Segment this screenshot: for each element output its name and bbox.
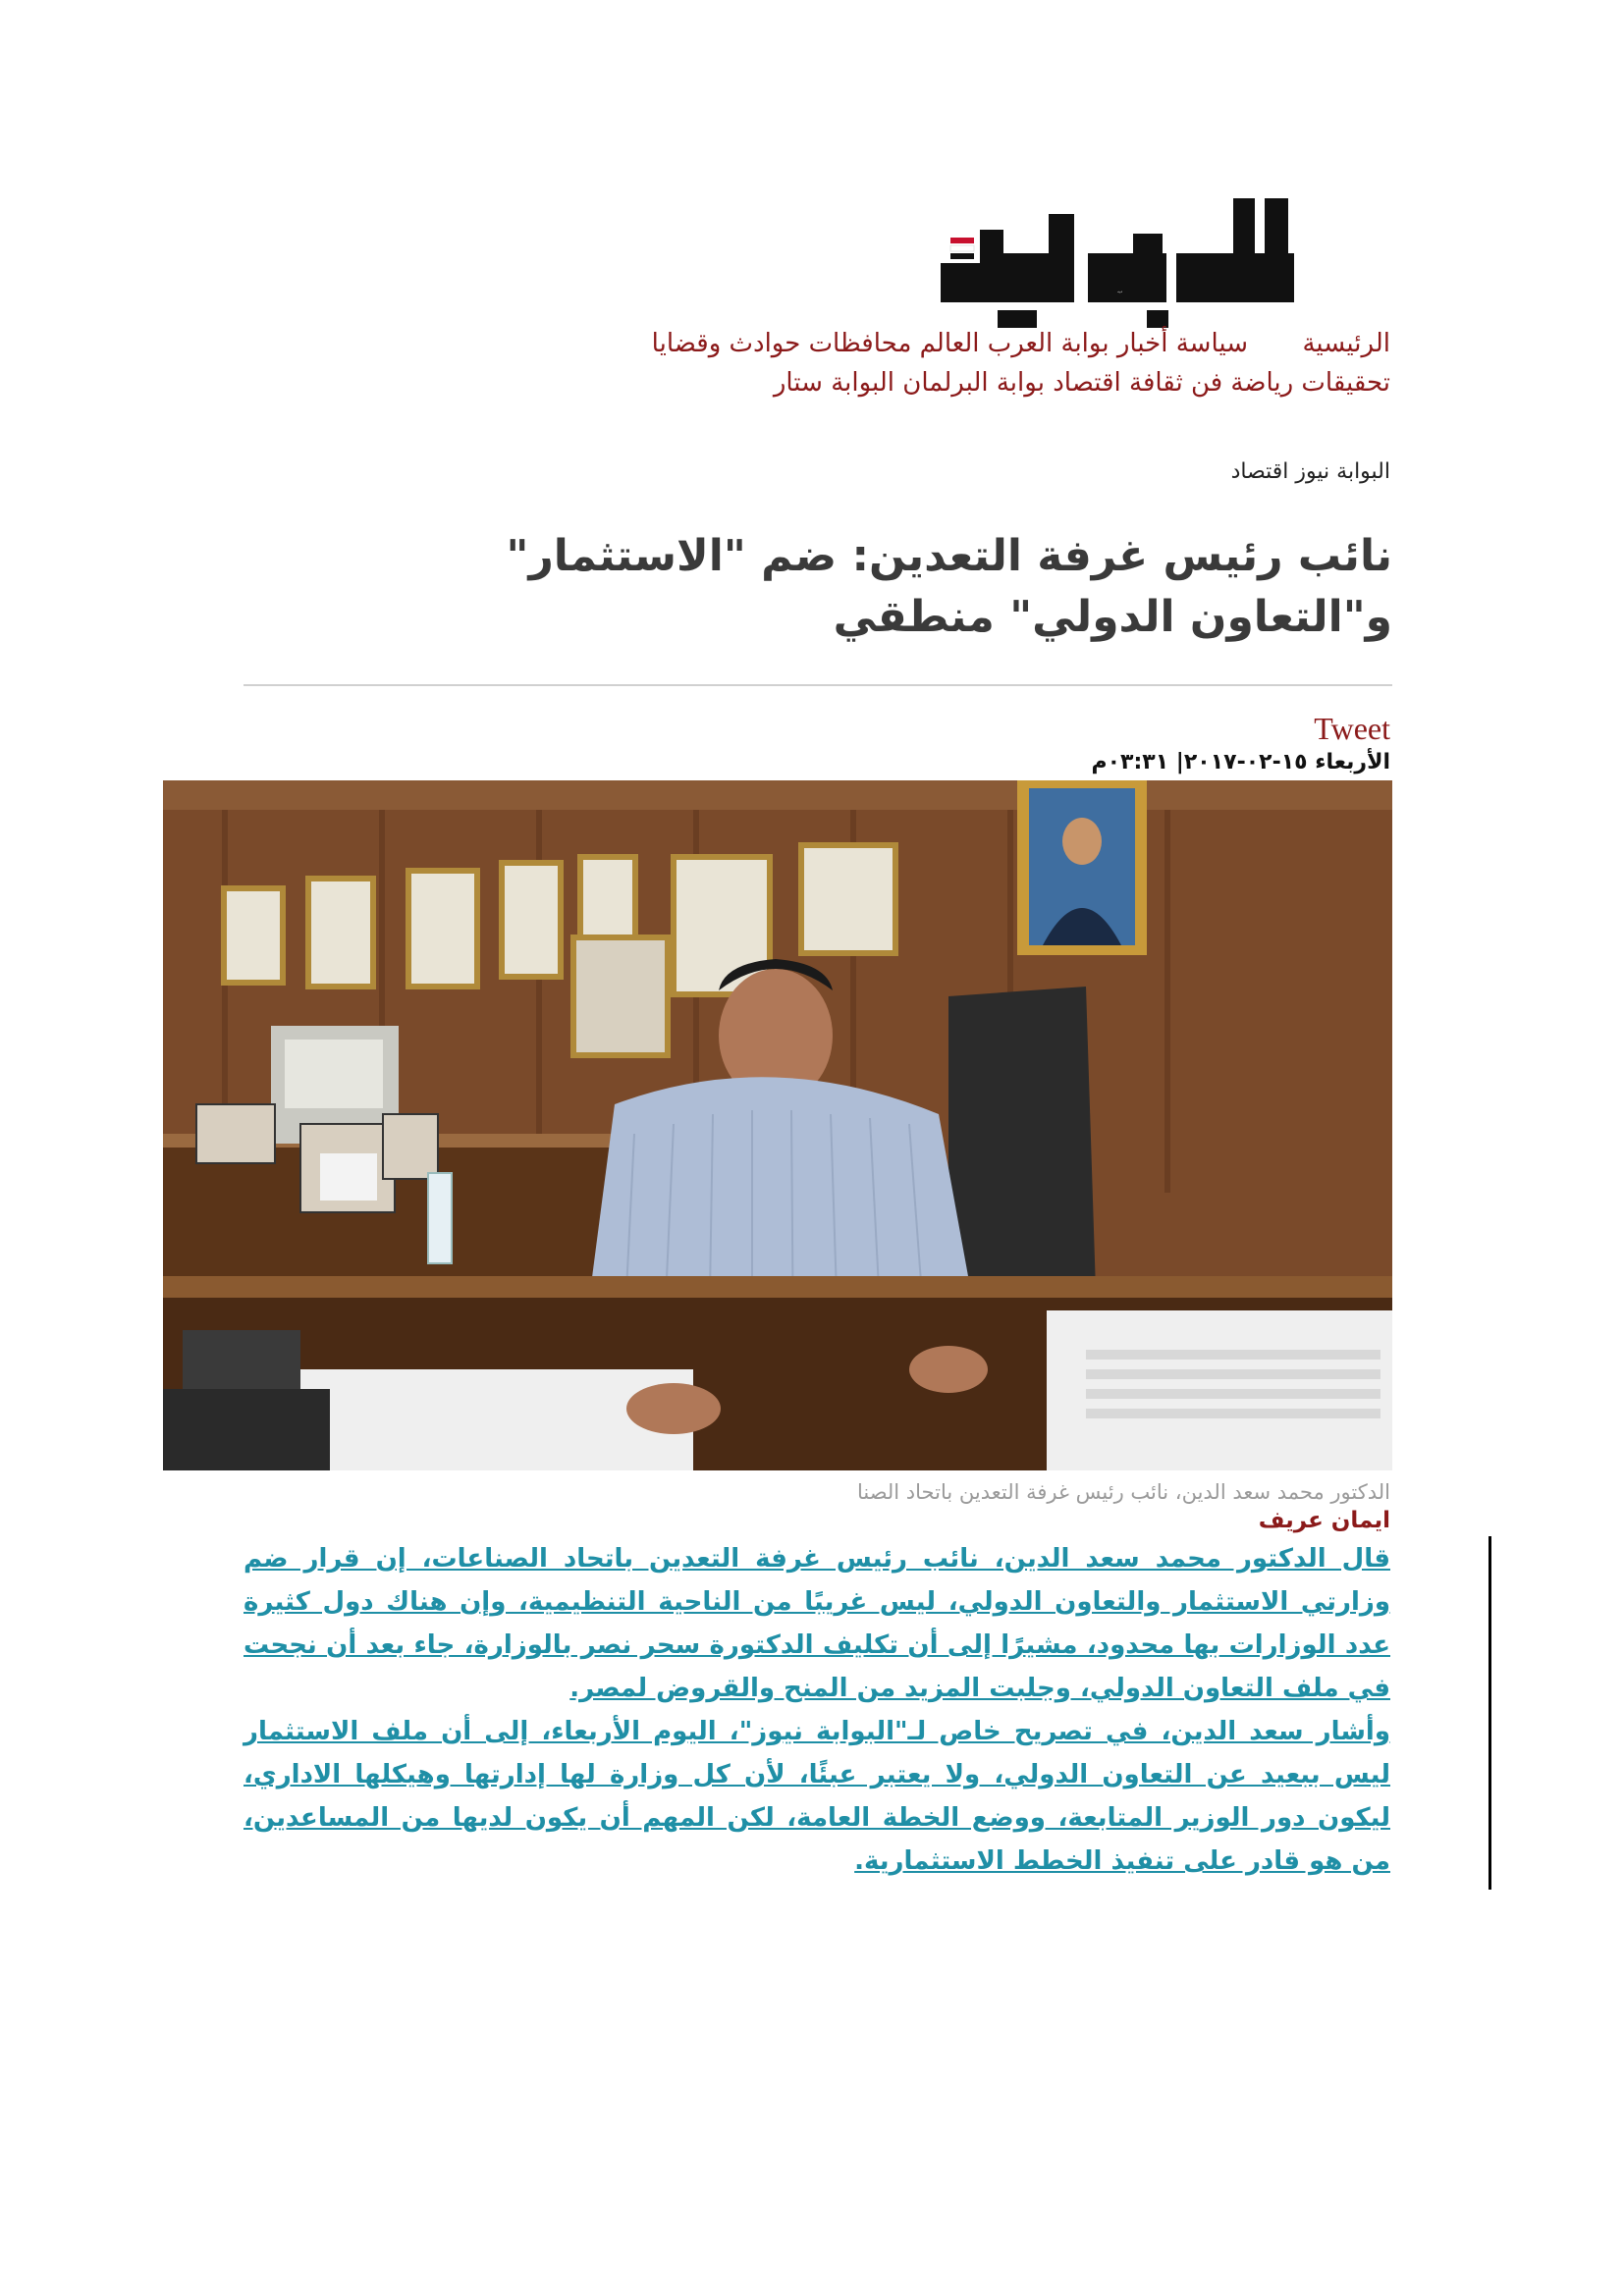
article-paragraph[interactable]: قال الدكتور محمد سعد الدين، نائب رئيس غرفة التعدين باتحاد الصناعات، إن قرار ضم وزارتي الاستثمار والتعاون الدولي، ليس غريبًا من الناحية التنظيمية، وإن هناك دول كثيرة عدد الوزارات بها محدود، مشيرًا إلى أن تكليف الدكتورة سحر نصر بالوزارة، جاء بعد أن نجحت في ملف التعاون الدولي، وجلبت المزيد من المنح والقروض لمصر.	[244, 1544, 1390, 1703]
author-name[interactable]: ايمان عريف	[1258, 1508, 1390, 1533]
site-logo[interactable]	[941, 194, 1294, 332]
side-bar	[1489, 1536, 1491, 1890]
photo-caption: الدكتور محمد سعد الدين، نائب رئيس غرفة التعدين باتحاد الصنا	[856, 1480, 1390, 1504]
divider	[244, 684, 1392, 686]
nav-row-2[interactable]: تحقيقات رياضة فن ثقافة اقتصاد بوابة البرلمان البوابة ستار	[773, 368, 1390, 398]
publish-date: الأربعاء ١٥-٠٢-٢٠١٧| ٠٣:٣١م	[1091, 750, 1390, 774]
article-headline: نائب رئيس غرفة التعدين: ضم "الاستثمار" و"التعاون الدولي" منطقي	[506, 531, 1392, 642]
nav-home-link[interactable]: الرئيسية	[1302, 329, 1390, 358]
article-paragraph[interactable]: وأشار سعد الدين، في تصريح خاص لـ"البوابة نيوز"، اليوم الأربعاء، إلى أن ملف الاستثمار ليس ببعيد عن التعاون الدولي، ولا يعتبر عبئًا، لأن كل وزارة لها إدارتها وهيكلها الاداري، ليكون دور الوزير المتابعة، ووضع الخطة العامة، لكن المهم أن يكون لديها من المساعدين، من هو قادر على تنفيذ الخطط الاستثمارية.	[244, 1717, 1390, 1876]
breadcrumb[interactable]: البوابة نيوز اقتصاد	[1230, 459, 1390, 484]
tweet-button[interactable]: Tweet	[1314, 711, 1390, 746]
logo-text: البوابة	[1117, 292, 1122, 294]
nav-row-1[interactable]: سياسة أخبار بوابة العرب العالم محافظات حوادث وقضايا	[651, 329, 1248, 358]
article-photo	[163, 780, 1392, 1470]
article-body	[244, 1537, 1390, 1883]
